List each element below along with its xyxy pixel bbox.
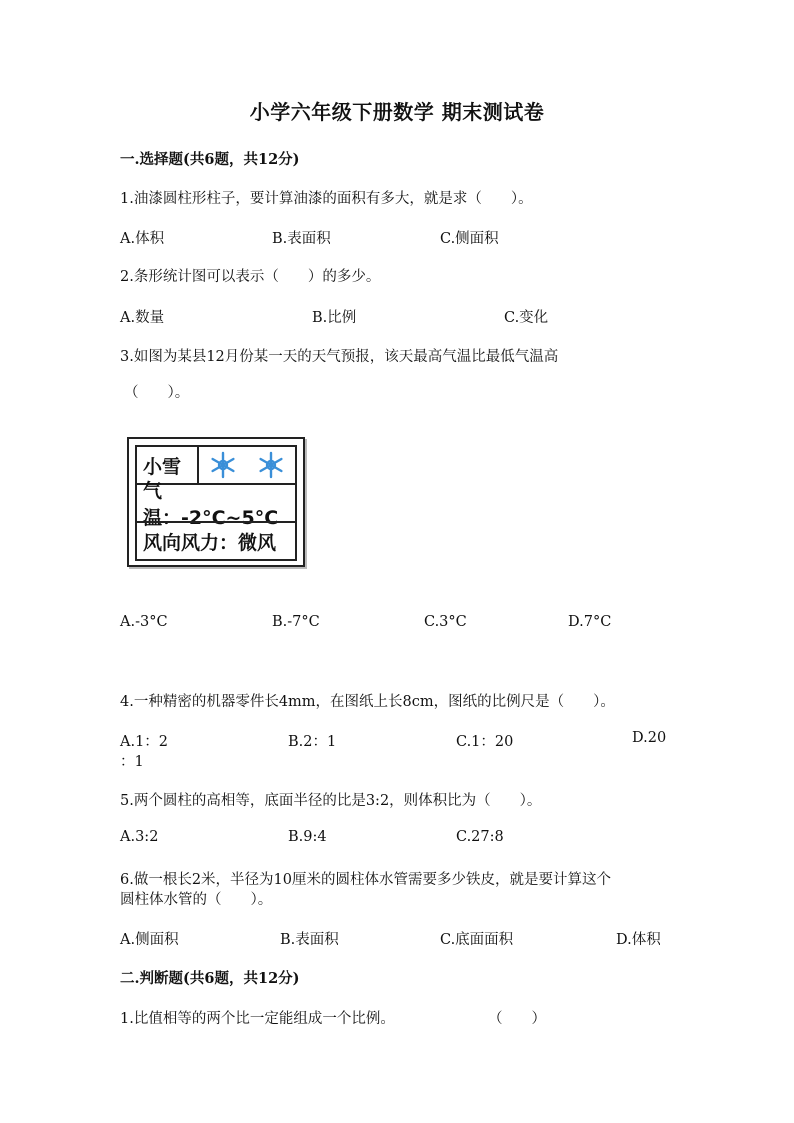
question-6-text-line2: 圆柱体水管的（ ）。 bbox=[120, 892, 273, 908]
page-title: 小学六年级下册数学 期末测试卷 bbox=[249, 100, 545, 124]
question-6-text-line1: 6.做一根长2米，半径为10厘米的圆柱体水管需要多少铁皮，就是要计算这个 bbox=[120, 872, 612, 888]
q2-option-b: B.比例 bbox=[312, 310, 357, 326]
question-1-text: 1.油漆圆柱形柱子，要计算油漆的面积有多大，就是求（ ）。 bbox=[120, 191, 533, 207]
weather-wind-row: 风向风力：微风 bbox=[135, 521, 297, 561]
question-3-text-line1: 3.如图为某县12月份某一天的天气预报，该天最高气温比最低气温高 bbox=[120, 349, 559, 365]
q4-option-b: B.2：1 bbox=[288, 734, 337, 750]
judgement-1-text: 1.比值相等的两个比一定能组成一个比例。 bbox=[120, 1011, 395, 1027]
q4-option-c: C.1：20 bbox=[456, 734, 514, 750]
q3-option-b: B.-7°C bbox=[272, 614, 320, 630]
q1-option-c: C.侧面积 bbox=[440, 231, 499, 247]
q3-option-c: C.3°C bbox=[424, 614, 467, 630]
q6-option-c: C.底面面积 bbox=[440, 932, 514, 948]
q3-option-d: D.7°C bbox=[568, 614, 612, 630]
q1-option-b: B.表面积 bbox=[272, 231, 331, 247]
weather-condition-label: 小雪 bbox=[137, 447, 199, 483]
q5-option-b: B.9:4 bbox=[288, 829, 327, 845]
section-1-heading: 一.选择题(共6题，共12分) bbox=[120, 151, 300, 168]
question-3-text-line2: （ ）。 bbox=[124, 385, 190, 401]
question-5-text: 5.两个圆柱的高相等，底面半径的比是3:2，则体积比为（ ）。 bbox=[120, 793, 542, 809]
q5-option-c: C.27:8 bbox=[456, 829, 504, 845]
q1-option-a: A.体积 bbox=[120, 231, 165, 247]
weather-temperature-row: 气温：-2°C~5°C bbox=[135, 483, 297, 523]
q6-option-b: B.表面积 bbox=[280, 932, 339, 948]
q4-option-d-wrap: ：1 bbox=[120, 754, 144, 770]
judgement-1-blank: （ ） bbox=[488, 1011, 546, 1027]
q2-option-c: C.变化 bbox=[504, 310, 549, 326]
q4-option-a: A.1：2 bbox=[120, 734, 169, 750]
q4-option-d: D.20 bbox=[632, 730, 667, 746]
section-2-heading: 二.判断题(共6题，共12分) bbox=[120, 970, 300, 987]
weather-forecast-card bbox=[127, 437, 305, 567]
q6-option-a: A.侧面积 bbox=[120, 932, 179, 948]
q5-option-a: A.3:2 bbox=[120, 829, 159, 845]
q3-option-a: A.-3°C bbox=[120, 614, 168, 630]
question-4-text: 4.一种精密的机器零件长4mm，在图纸上长8cm，图纸的比例尺是（ ）。 bbox=[120, 694, 615, 710]
q2-option-a: A.数量 bbox=[120, 310, 165, 326]
q6-option-d: D.体积 bbox=[616, 932, 661, 948]
question-2-text: 2.条形统计图可以表示（ ）的多少。 bbox=[120, 269, 381, 285]
